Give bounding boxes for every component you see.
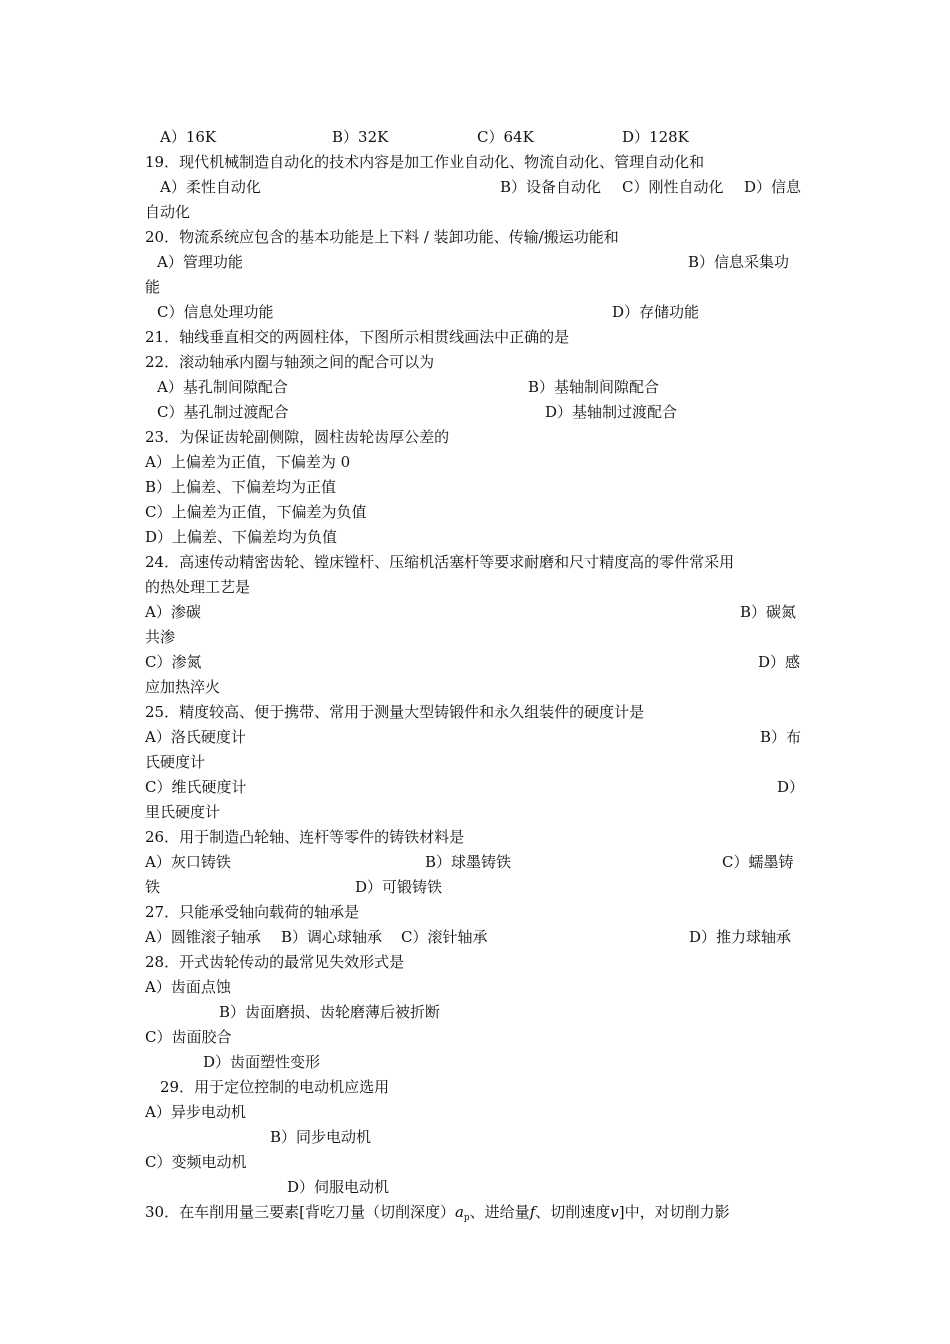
option-a: A）洛氏硬度计 [145, 728, 246, 746]
option-line [0, 1175, 950, 1200]
option-line [0, 925, 950, 950]
symbol-v: v [610, 1203, 619, 1221]
option-c: C）刚性自动化 [622, 178, 724, 196]
question-text: 19．现代机械制造自动化的技术内容是加工作业自动化、物流自动化、管理自动化和 [145, 153, 705, 171]
question-26 [0, 825, 950, 850]
option-line [0, 1100, 950, 1125]
subscript-p: p [463, 1213, 470, 1223]
option-line [0, 375, 950, 400]
question-text: 25．精度较高、便于携带、常用于测量大型铸锻件和永久组装件的硬度计是 [145, 703, 645, 721]
option-c: C）维氏硬度计 [145, 778, 247, 796]
option-line [0, 500, 950, 525]
question-25 [0, 700, 950, 725]
text-part: 30．在车削用量三要素[背吃刀量（切削深度） [145, 1203, 455, 1221]
option-b: B）球墨铸铁 [425, 853, 512, 871]
option-c: C）齿面胶合 [145, 1028, 232, 1046]
symbol-a: a [454, 1203, 464, 1221]
option-d: D）信息 [744, 178, 802, 196]
option-line [0, 775, 950, 800]
line-text: 里氏硬度计 [145, 803, 221, 821]
option-b: B）碳氮 [740, 603, 797, 621]
line-text: 应加热淬火 [145, 678, 221, 696]
option-a: A）灰口铸铁 [145, 853, 231, 871]
line-text: 自动化 [145, 203, 191, 221]
option-line [0, 1125, 950, 1150]
option-d: D）齿面塑性变形 [203, 1053, 321, 1071]
line-text: 能 [145, 278, 161, 296]
option-line [0, 1000, 950, 1025]
option-line [0, 850, 950, 875]
continuation-line [0, 625, 950, 650]
option-c: C）变频电动机 [145, 1153, 247, 1171]
continuation-line [0, 750, 950, 775]
option-d: D）存储功能 [612, 303, 700, 321]
line-text: 的热处理工艺是 [145, 578, 251, 596]
option-d: D） [777, 778, 805, 796]
option-line [0, 1025, 950, 1050]
option-c: C）信息处理功能 [157, 303, 274, 321]
question-text: 29．用于定位控制的电动机应选用 [160, 1078, 390, 1096]
text-part: 、切削速度 [535, 1203, 611, 1221]
option-a: A）柔性自动化 [160, 178, 261, 196]
line-text: 铁 [145, 878, 161, 896]
option-line [0, 400, 950, 425]
question-text: 28．开式齿轮传动的最常见失效形式是 [145, 953, 405, 971]
question-29 [0, 1075, 950, 1100]
option-line [0, 175, 950, 200]
option-c: C）渗氮 [145, 653, 202, 671]
option-b: B）布 [760, 728, 802, 746]
question-text: 27．只能承受轴向载荷的轴承是 [145, 903, 360, 921]
option-c: C）滚针轴承 [401, 928, 488, 946]
option-b: B）调心球轴承 [281, 928, 383, 946]
option-b: B）同步电动机 [270, 1128, 372, 1146]
question-text: 24．高速传动精密齿轮、镗床镗杆、压缩机活塞杆等要求耐磨和尺寸精度高的零件常采用 [145, 553, 735, 571]
continuation-line [0, 675, 950, 700]
option-line [0, 250, 950, 275]
question-text: 26．用于制造凸轮轴、连杆等零件的铸铁材料是 [145, 828, 465, 846]
option-line [0, 1150, 950, 1175]
option-line [0, 975, 950, 1000]
option-d: D）128K [622, 128, 689, 146]
option-a: A）16K [160, 128, 217, 146]
question-30 [0, 1200, 950, 1225]
option-line [0, 525, 950, 550]
question-28 [0, 950, 950, 975]
question-text: 23．为保证齿轮副侧隙，圆柱齿轮齿厚公差的 [145, 428, 450, 446]
option-d: D）伺服电动机 [287, 1178, 390, 1196]
question-text: 22．滚动轴承内圈与轴颈之间的配合可以为 [145, 353, 435, 371]
question-text [145, 1200, 730, 1231]
option-line [0, 300, 950, 325]
option-c: C）蠕墨铸 [722, 853, 794, 871]
option-a: A）渗碳 [145, 603, 201, 621]
continuation-line [0, 800, 950, 825]
question-19 [0, 150, 950, 175]
option-c: C）基孔制过渡配合 [157, 403, 289, 421]
question-27 [0, 900, 950, 925]
symbol-f: f [529, 1203, 536, 1221]
option-b: B）基轴制间隙配合 [528, 378, 660, 396]
option-d: D）基轴制过渡配合 [545, 403, 678, 421]
question-22 [0, 350, 950, 375]
question-21 [0, 325, 950, 350]
question-20 [0, 225, 950, 250]
option-a: A）上偏差为正值，下偏差为 0 [145, 453, 351, 471]
option-a: A）齿面点蚀 [145, 978, 231, 996]
option-line [0, 725, 950, 750]
option-a: A）管理功能 [157, 253, 243, 271]
option-line [0, 875, 950, 900]
continuation-line [0, 200, 950, 225]
text-part: 、进给量 [469, 1203, 530, 1221]
option-b: B）设备自动化 [500, 178, 602, 196]
continuation-line [0, 575, 950, 600]
option-line [0, 650, 950, 675]
line-text: 共渗 [145, 628, 176, 646]
option-b: B）32K [332, 128, 389, 146]
continuation-line [0, 275, 950, 300]
text-part: ]中，对切削力影 [618, 1203, 730, 1221]
option-line [0, 475, 950, 500]
option-b: B）齿面磨损、齿轮磨薄后被折断 [219, 1003, 441, 1021]
option-b: B）信息采集功 [688, 253, 790, 271]
option-d: D）推力球轴承 [689, 928, 792, 946]
option-d: D）上偏差、下偏差均为负值 [145, 528, 338, 546]
option-b: B）上偏差、下偏差均为正值 [145, 478, 337, 496]
line-text: 氏硬度计 [145, 753, 206, 771]
option-c: C）64K [477, 128, 534, 146]
question-text: 21．轴线垂直相交的两圆柱体，下图所示相贯线画法中正确的是 [145, 328, 570, 346]
option-line [0, 600, 950, 625]
option-a: A）异步电动机 [145, 1103, 246, 1121]
question-24 [0, 550, 950, 575]
option-line [0, 125, 950, 150]
question-23 [0, 425, 950, 450]
option-line [0, 1050, 950, 1075]
option-a: A）圆锥滚子轴承 [145, 928, 261, 946]
question-text: 20．物流系统应包含的基本功能是上下料 / 装卸功能、传输/搬运功能和 [145, 228, 619, 246]
option-d: D）可锻铸铁 [355, 878, 443, 896]
option-line [0, 450, 950, 475]
option-c: C）上偏差为正值，下偏差为负值 [145, 503, 367, 521]
option-a: A）基孔制间隙配合 [157, 378, 288, 396]
option-d: D）感 [758, 653, 801, 671]
